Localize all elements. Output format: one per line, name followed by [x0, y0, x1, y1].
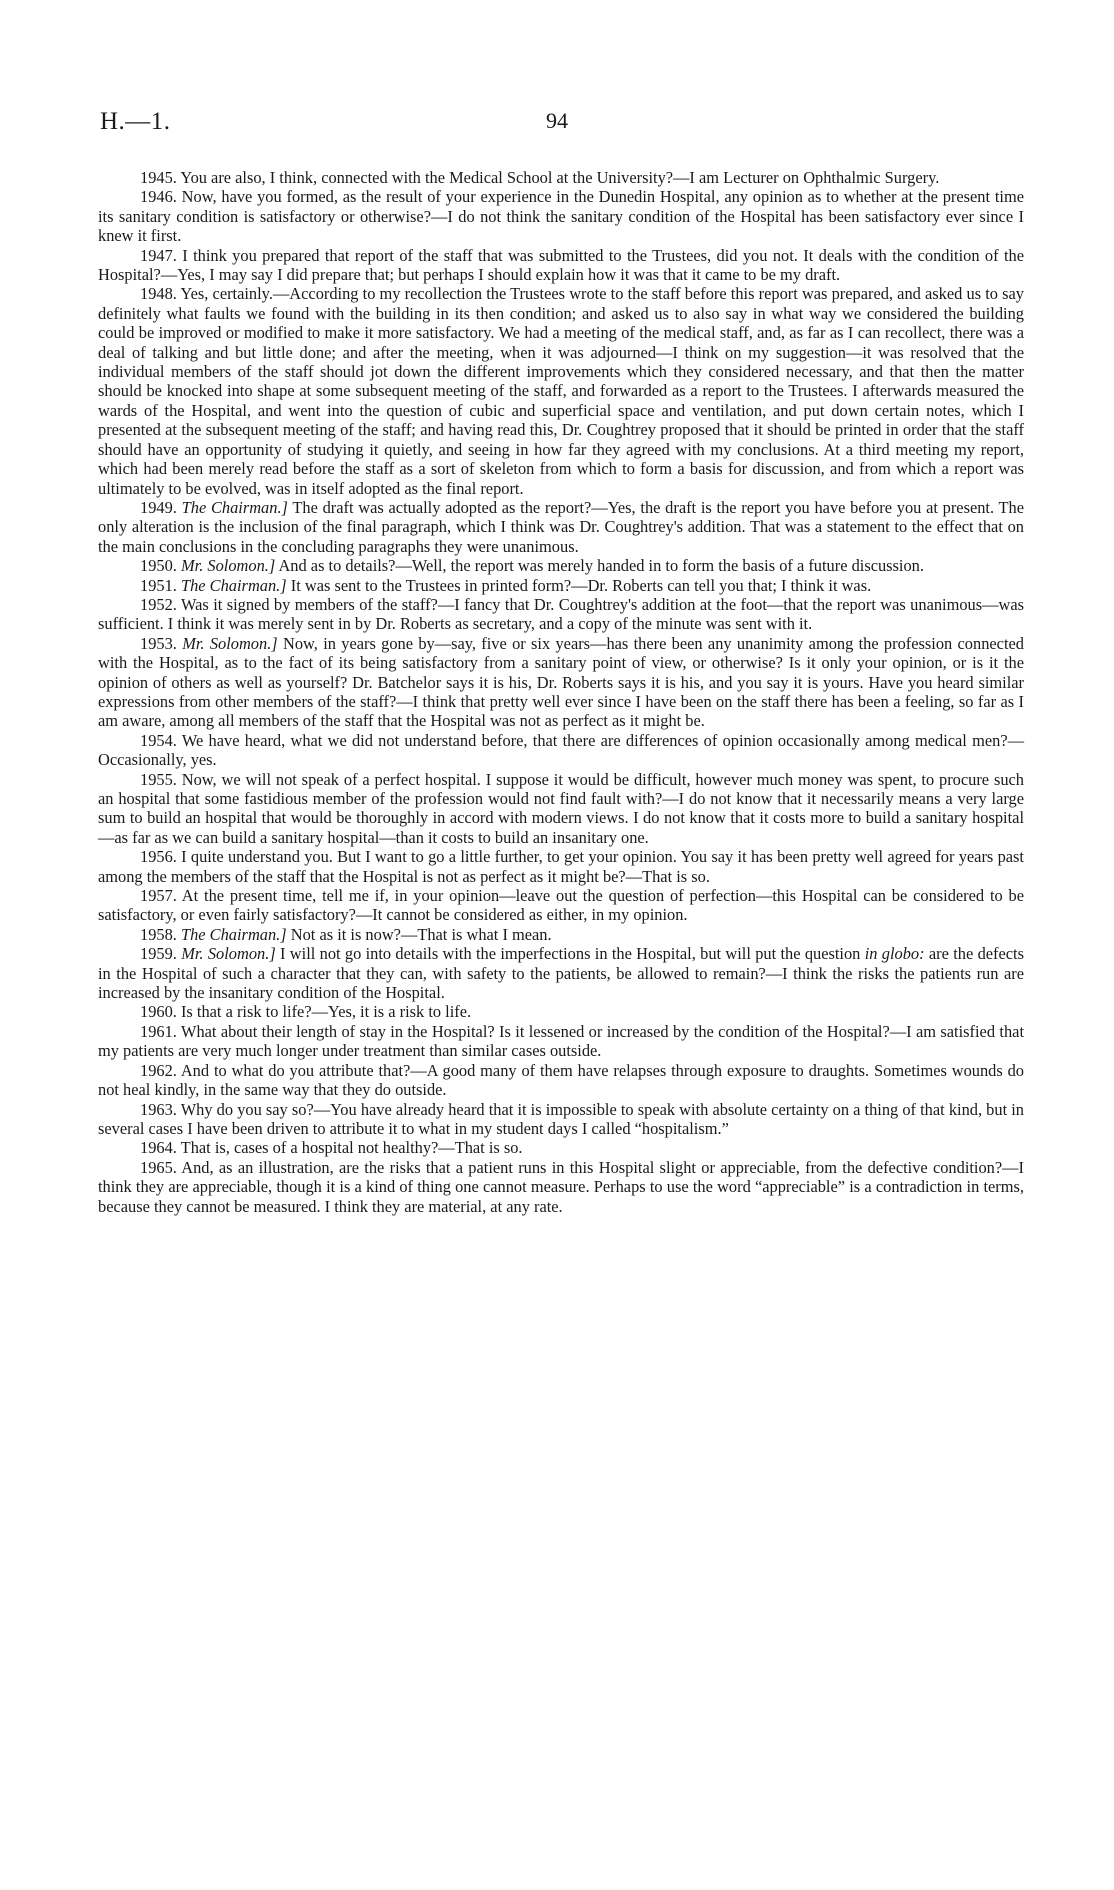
paragraph-text: 1948. Yes, certainly.—According to my recollection the Trustees wrote to the staff before this report was prepared, and asked us to say definitely what faults we found with the building in its then condition; and asked us to also say in what way we considered the building could be improved or modified to make it more satisfactory. We had a meeting of the medical staff, and, as far as I can recollect, there was a deal of talking and but little done; and after the meeting, when it was adjourned—I think on my suggestion—it was resolved that the individual members of the staff should jot down the different improvements which they considered necessary, and that then the matter should be knocked into shape at some subsequent meeting of the staff, and forwarded as a report to the Trustees. I afterwards measured the wards of the Hospital, and went into the question of cubic and superficial space and ventilation, and put down certain notes, which I presented at the subsequent meeting of the staff; and having read this, Dr. Coughtrey proposed that it should be printed in order that the staff should have an opportunity of studying it quietly, and seeing in how far they agreed with my conclusions. At a third meeting my report, which had been merely read before the staff as a sort of skeleton from which to form a basis for discussion, and from which a report was ultimately to be evolved, was in itself adopted as the final report. — [98, 284, 1024, 498]
speaker-label: Mr. Solomon.] — [182, 633, 278, 653]
speaker-label: Mr. Solomon.] — [181, 944, 276, 964]
speaker-label: Mr. Solomon.] — [181, 556, 276, 576]
question-paragraph — [98, 187, 1024, 245]
paragraph-text: 1955. Now, we will not speak of a perfect hospital. I suppose it would be difficult, however much money was spent, to procure such an hospital that some fastidious member of the profession would not find fault with?—I do not know that it necessarily means a very large sum to build an hospital that would be thoroughly in accord with modern views. I do not know that it costs more to build a sanitary hospital—as far as we can build a sanitary hospital—than it costs to build an insanitary one. — [98, 769, 1024, 847]
speaker-label: The Chairman.] — [181, 575, 287, 595]
paragraph-text: And as to details?—Well, the report was merely handed in to form the basis of a future discussion. — [278, 556, 924, 576]
question-paragraph — [98, 925, 1024, 944]
question-paragraph — [98, 886, 1024, 925]
question-paragraph — [98, 168, 1024, 187]
question-paragraph — [98, 246, 1024, 285]
question-paragraph — [98, 556, 1024, 575]
paragraph-text: 1945. You are also, I think, connected with the Medical School at the University?—I am Lecturer on Ophthalmic Surgery. — [140, 168, 940, 187]
question-paragraph — [98, 731, 1024, 770]
section-reference: H.—1. — [100, 108, 171, 135]
question-number: 1953. — [140, 633, 177, 653]
question-number: 1950. — [140, 556, 177, 576]
paragraph-text: Now, in years gone by—say, five or six years—has there been any unanimity among the profession connected with the Hospital, as to the fact of its being satisfactory from a sanitary point of view, or otherwise? Is it only your opinion, or is it the opinion of others as well as yourself? Dr. Batchelor says it is his, Dr. Roberts says it is his, and you say it is yours. Have you heard similar expressions from other members of the staff?—I think that pretty well ever since I have been on the staff there has been a feeling, so far as I am aware, among all members of the staff that the Hospital was not as perfect as it might be. — [98, 633, 1024, 731]
question-paragraph — [98, 1061, 1024, 1100]
paragraph-text: 1952. Was it signed by members of the staff?—I fancy that Dr. Coughtrey's addition at the foot—that the report was unanimous—was sufficient. I think it was merely sent in by Dr. Roberts as secretary, and a copy of the minute was sent with it. — [98, 594, 1024, 634]
paragraph-text: 1962. And to what do you attribute that?—A good many of them have relapses through exposure to draughts. Sometimes wounds do not heal kindly, in the same way that they do outside. — [98, 1060, 1024, 1100]
question-paragraph — [98, 498, 1024, 556]
question-number: 1959. — [140, 944, 177, 964]
body-text — [98, 168, 1024, 1216]
paragraph-text: 1957. At the present time, tell me if, in your opinion—leave out the question of perfection—this Hospital can be considered to be satisfactory, or even fairly satisfactory?—It cannot be considered as either, in my opinion. — [98, 886, 1024, 925]
paragraph-text: The draft was actually adopted as the report?—Yes, the draft is the report you have before you at present. The only alteration is the inclusion of the final paragraph, which I think was Dr. Coughtrey's addition. That was a statement to the effect that on the main conclusions in the concluding paragraphs they were unanimous. — [98, 497, 1024, 556]
paragraph-text: It was sent to the Trustees in printed form?—Dr. Roberts can tell you that; I think it was. — [290, 575, 872, 595]
question-paragraph — [98, 1158, 1024, 1216]
question-paragraph — [98, 847, 1024, 886]
question-paragraph — [98, 1022, 1024, 1061]
paragraph-text: 1960. Is that a risk to life?—Yes, it is a risk to life. — [140, 1002, 472, 1022]
paragraph-text: Not as it is now?—That is what I mean. — [290, 924, 552, 944]
question-paragraph — [98, 595, 1024, 634]
paragraph-text: 1964. That is, cases of a hospital not healthy?—That is so. — [140, 1138, 523, 1158]
question-paragraph — [98, 1138, 1024, 1157]
paragraph-text: 1961. What about their length of stay in the Hospital? Is it lessened or increased by the condition of the Hospital?—I am satisfied that my patients are very much longer under treatment than similar cases outside. — [98, 1021, 1024, 1061]
question-paragraph — [98, 770, 1024, 848]
paragraph-text: 1947. I think you prepared that report of the staff that was submitted to the Trustees, did you not. It deals with the condition of the Hospital?—Yes, I may say I did prepare that; but perhaps I should explain how it was that it came to be my draft. — [98, 245, 1024, 285]
question-number: 1949. — [140, 497, 177, 517]
paragraph-text: 1963. Why do you say so?—You have already heard that it is impossible to speak with absolute certainty on a thing of that kind, but in several cases I have been driven to attribute it to what in my student days I called “hospitalism.” — [98, 1099, 1024, 1138]
paragraph-text: I will not go into details with the imperfections in the Hospital, but will put the question — [280, 944, 861, 964]
question-paragraph — [98, 576, 1024, 595]
page-header — [100, 108, 1014, 138]
italic-phrase: in globo: — [864, 944, 925, 964]
paragraph-text-continued: are the defects in the Hospital of such a character that they can, with safety to the patients, be allowed to remain?—I think the risks the patients run are increased by the insanitary condition of the Hospital. — [98, 944, 1024, 1003]
question-number: 1951. — [140, 575, 177, 595]
question-paragraph — [98, 284, 1024, 497]
paragraph-text: 1965. And, as an illustration, are the risks that a patient runs in this Hospital slight or appreciable, from the defective condition?—I think they are appreciable, though it is a kind of thing one cannot measure. Perhaps to use the word “appreciable” is a contradiction in terms, because they cannot be measured. I think they are material, at any rate. — [98, 1157, 1024, 1216]
paragraph-text: 1956. I quite understand you. But I want to go a little further, to get your opinion. You say it has been pretty well agreed for years past among the members of the staff that the Hospital is not as perfect as it might be?—That is so. — [98, 847, 1024, 886]
paragraph-text: 1946. Now, have you formed, as the result of your experience in the Dunedin Hospital, any opinion as to whether at the present time its sanitary condition is satisfactory or otherwise?—I do not think the sanitary condition of the Hospital has been satisfactory ever since I knew it first. — [98, 187, 1024, 246]
question-number: 1958. — [140, 924, 177, 944]
page-number: 94 — [546, 108, 568, 133]
question-paragraph — [98, 1100, 1024, 1139]
question-paragraph — [98, 944, 1024, 1002]
question-paragraph — [98, 634, 1024, 731]
question-paragraph — [98, 1002, 1024, 1021]
speaker-label: The Chairman.] — [181, 497, 288, 517]
paragraph-text: 1954. We have heard, what we did not understand before, that there are differences of opinion occasionally among medical men?—Occasionally, yes. — [98, 730, 1024, 770]
speaker-label: The Chairman.] — [181, 924, 287, 944]
